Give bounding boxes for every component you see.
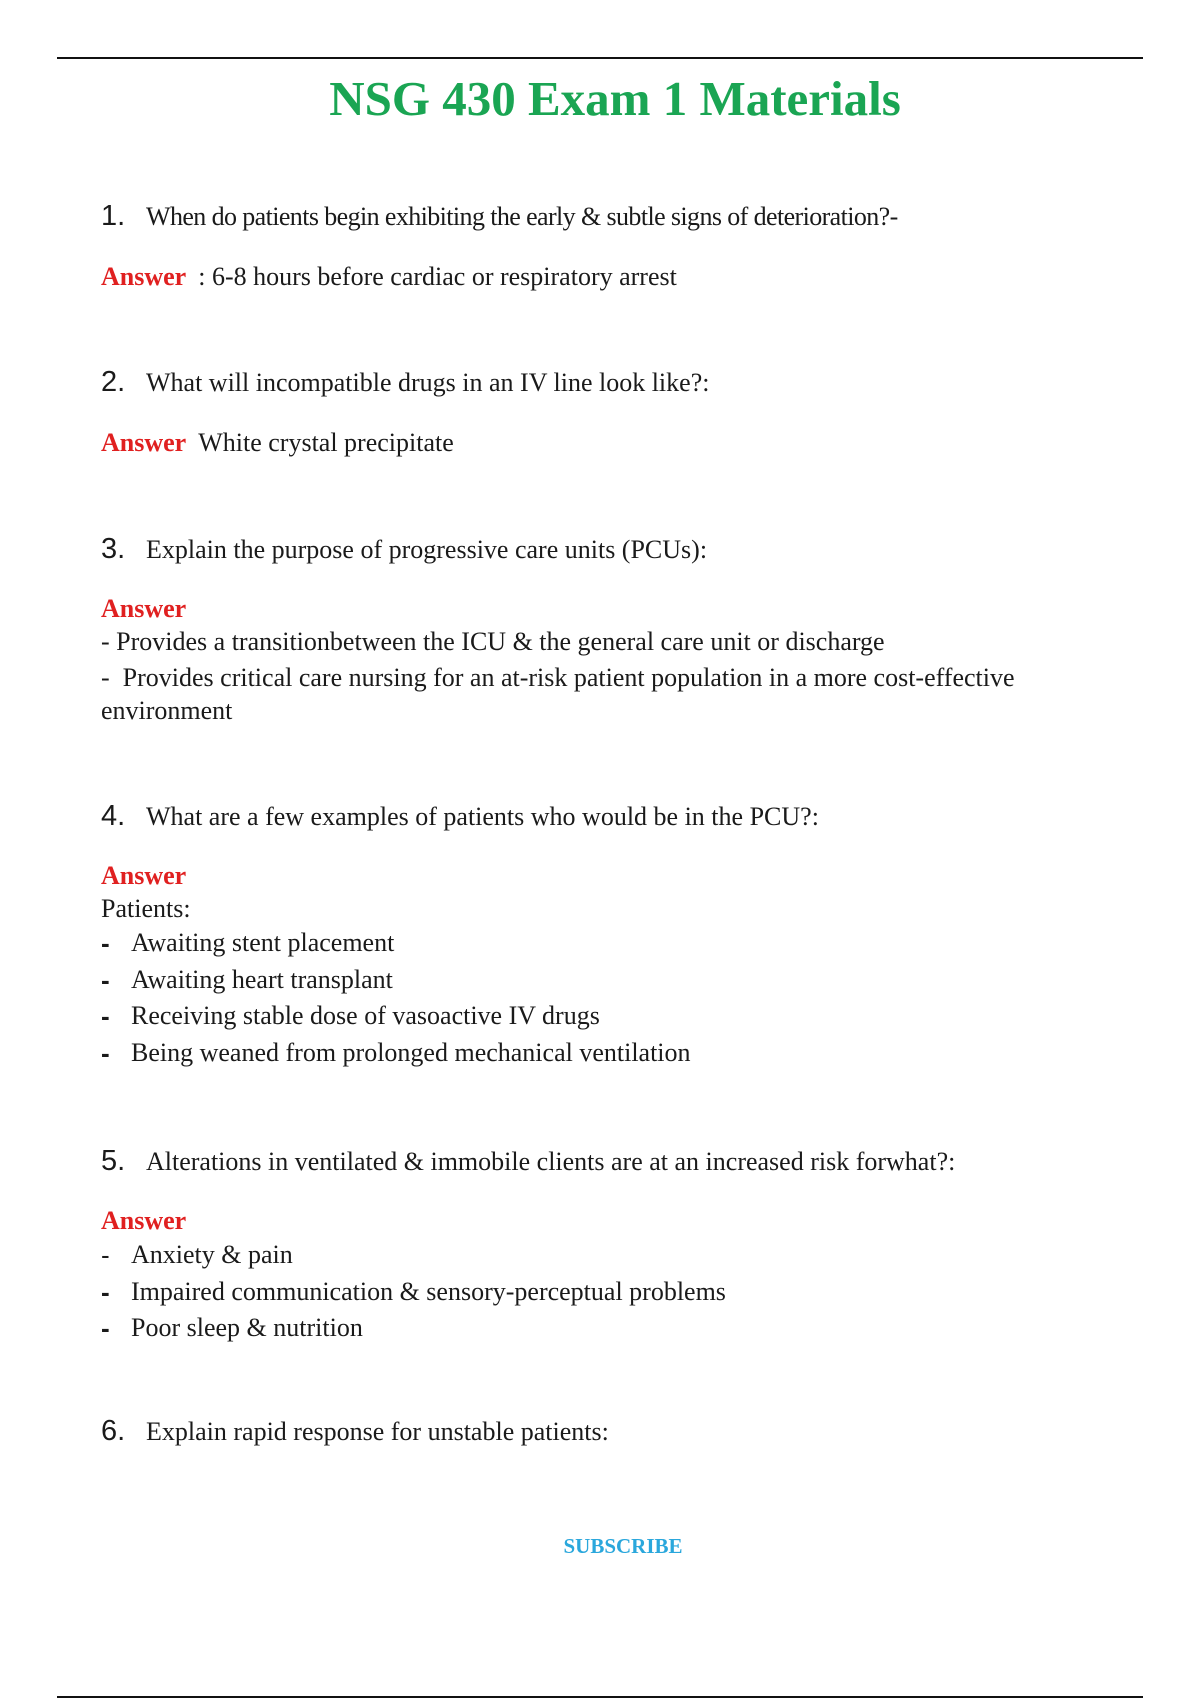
question-text: Alterations in ventilated & immobile clients are at an increased risk forwhat?: [146, 1147, 956, 1176]
question-number: 5. [101, 1145, 126, 1177]
bullet-marker: - [101, 1276, 110, 1307]
list-item [101, 1310, 1101, 1347]
question-block-2 [101, 365, 1101, 460]
answer-4 [101, 860, 1101, 1071]
question-text: When do patients begin exhibiting the early & subtle signs of deterioration?- [146, 202, 898, 231]
question-block-6 [101, 1414, 1101, 1449]
question-4 [101, 799, 1101, 834]
question-text: What will incompatible drugs in an IV line look like?: [146, 368, 710, 397]
answer-bullet-list [101, 925, 1101, 1071]
list-item-text: Being weaned from prolonged mechanical ventilation [131, 1037, 691, 1067]
question-text: Explain rapid response for unstable patients: [146, 1417, 609, 1446]
answer-3 [101, 593, 1101, 727]
document-title: NSG 430 Exam 1 Materials [329, 71, 901, 126]
list-item-text: Poor sleep & nutrition [131, 1313, 363, 1342]
bullet-marker: - [101, 928, 110, 958]
answer-2 [101, 426, 1101, 460]
question-1 [101, 199, 1101, 234]
question-number: 1. [101, 200, 126, 232]
bottom-rule [57, 1696, 1143, 1698]
answer-label: Answer [101, 1206, 187, 1235]
answer-label: Answer [101, 262, 187, 291]
list-item-text: Awaiting heart transplant [131, 964, 393, 994]
question-text: What are a few examples of patients who would be in the PCU?: [146, 802, 819, 831]
list-item [101, 998, 1101, 1035]
question-block-3 [101, 532, 1101, 727]
answer-line: - Provides a transitionbetween the ICU & the general care unit or discharge [101, 627, 885, 656]
answer-prefix: : [198, 262, 212, 291]
bullet-marker: - [101, 1313, 110, 1343]
answer-bullet-list [101, 1237, 1101, 1347]
answer-text: White crystal precipitate [198, 428, 454, 457]
question-block-4 [101, 799, 1101, 1071]
answer-label: Answer [101, 428, 187, 457]
list-item [101, 1035, 1101, 1072]
list-item [101, 1237, 1101, 1274]
question-number: 4. [101, 800, 126, 832]
answer-5 [101, 1205, 1101, 1347]
question-number: 3. [101, 533, 126, 565]
list-item [101, 962, 1101, 999]
question-block-1 [101, 199, 1101, 294]
question-6 [101, 1414, 1101, 1449]
list-item-text: Anxiety & pain [131, 1240, 293, 1269]
list-item-text: Impaired communication & sensory-perceptual problems [131, 1276, 726, 1306]
question-3 [101, 532, 1101, 567]
answer-intro: Patients: [101, 894, 191, 923]
list-item-text: Receiving stable dose of vasoactive IV drugs [131, 1001, 600, 1030]
question-5 [101, 1144, 1101, 1179]
bullet-marker: - [101, 1037, 110, 1068]
subscribe-link[interactable]: SUBSCRIBE [563, 1534, 683, 1558]
bullet-marker: - [101, 1240, 110, 1270]
question-number: 2. [101, 366, 126, 398]
question-block-5 [101, 1144, 1101, 1347]
answer-line: - Provides critical care nursing for an at-risk patient population in a more cost-effective environment [101, 663, 1015, 725]
answer-1 [101, 260, 1101, 294]
question-text: Explain the purpose of progressive care units (PCUs): [146, 535, 708, 564]
list-item [101, 1274, 1101, 1311]
question-2 [101, 365, 1101, 400]
answer-label: Answer [101, 594, 187, 623]
bullet-marker: - [101, 1001, 110, 1031]
question-number: 6. [101, 1415, 126, 1447]
list-item-text: Awaiting stent placement [131, 928, 395, 957]
list-item [101, 925, 1101, 962]
answer-text: 6-8 hours before cardiac or respiratory arrest [211, 262, 677, 291]
bullet-marker: - [101, 964, 110, 995]
answer-label: Answer [101, 861, 187, 890]
top-rule [57, 57, 1143, 59]
